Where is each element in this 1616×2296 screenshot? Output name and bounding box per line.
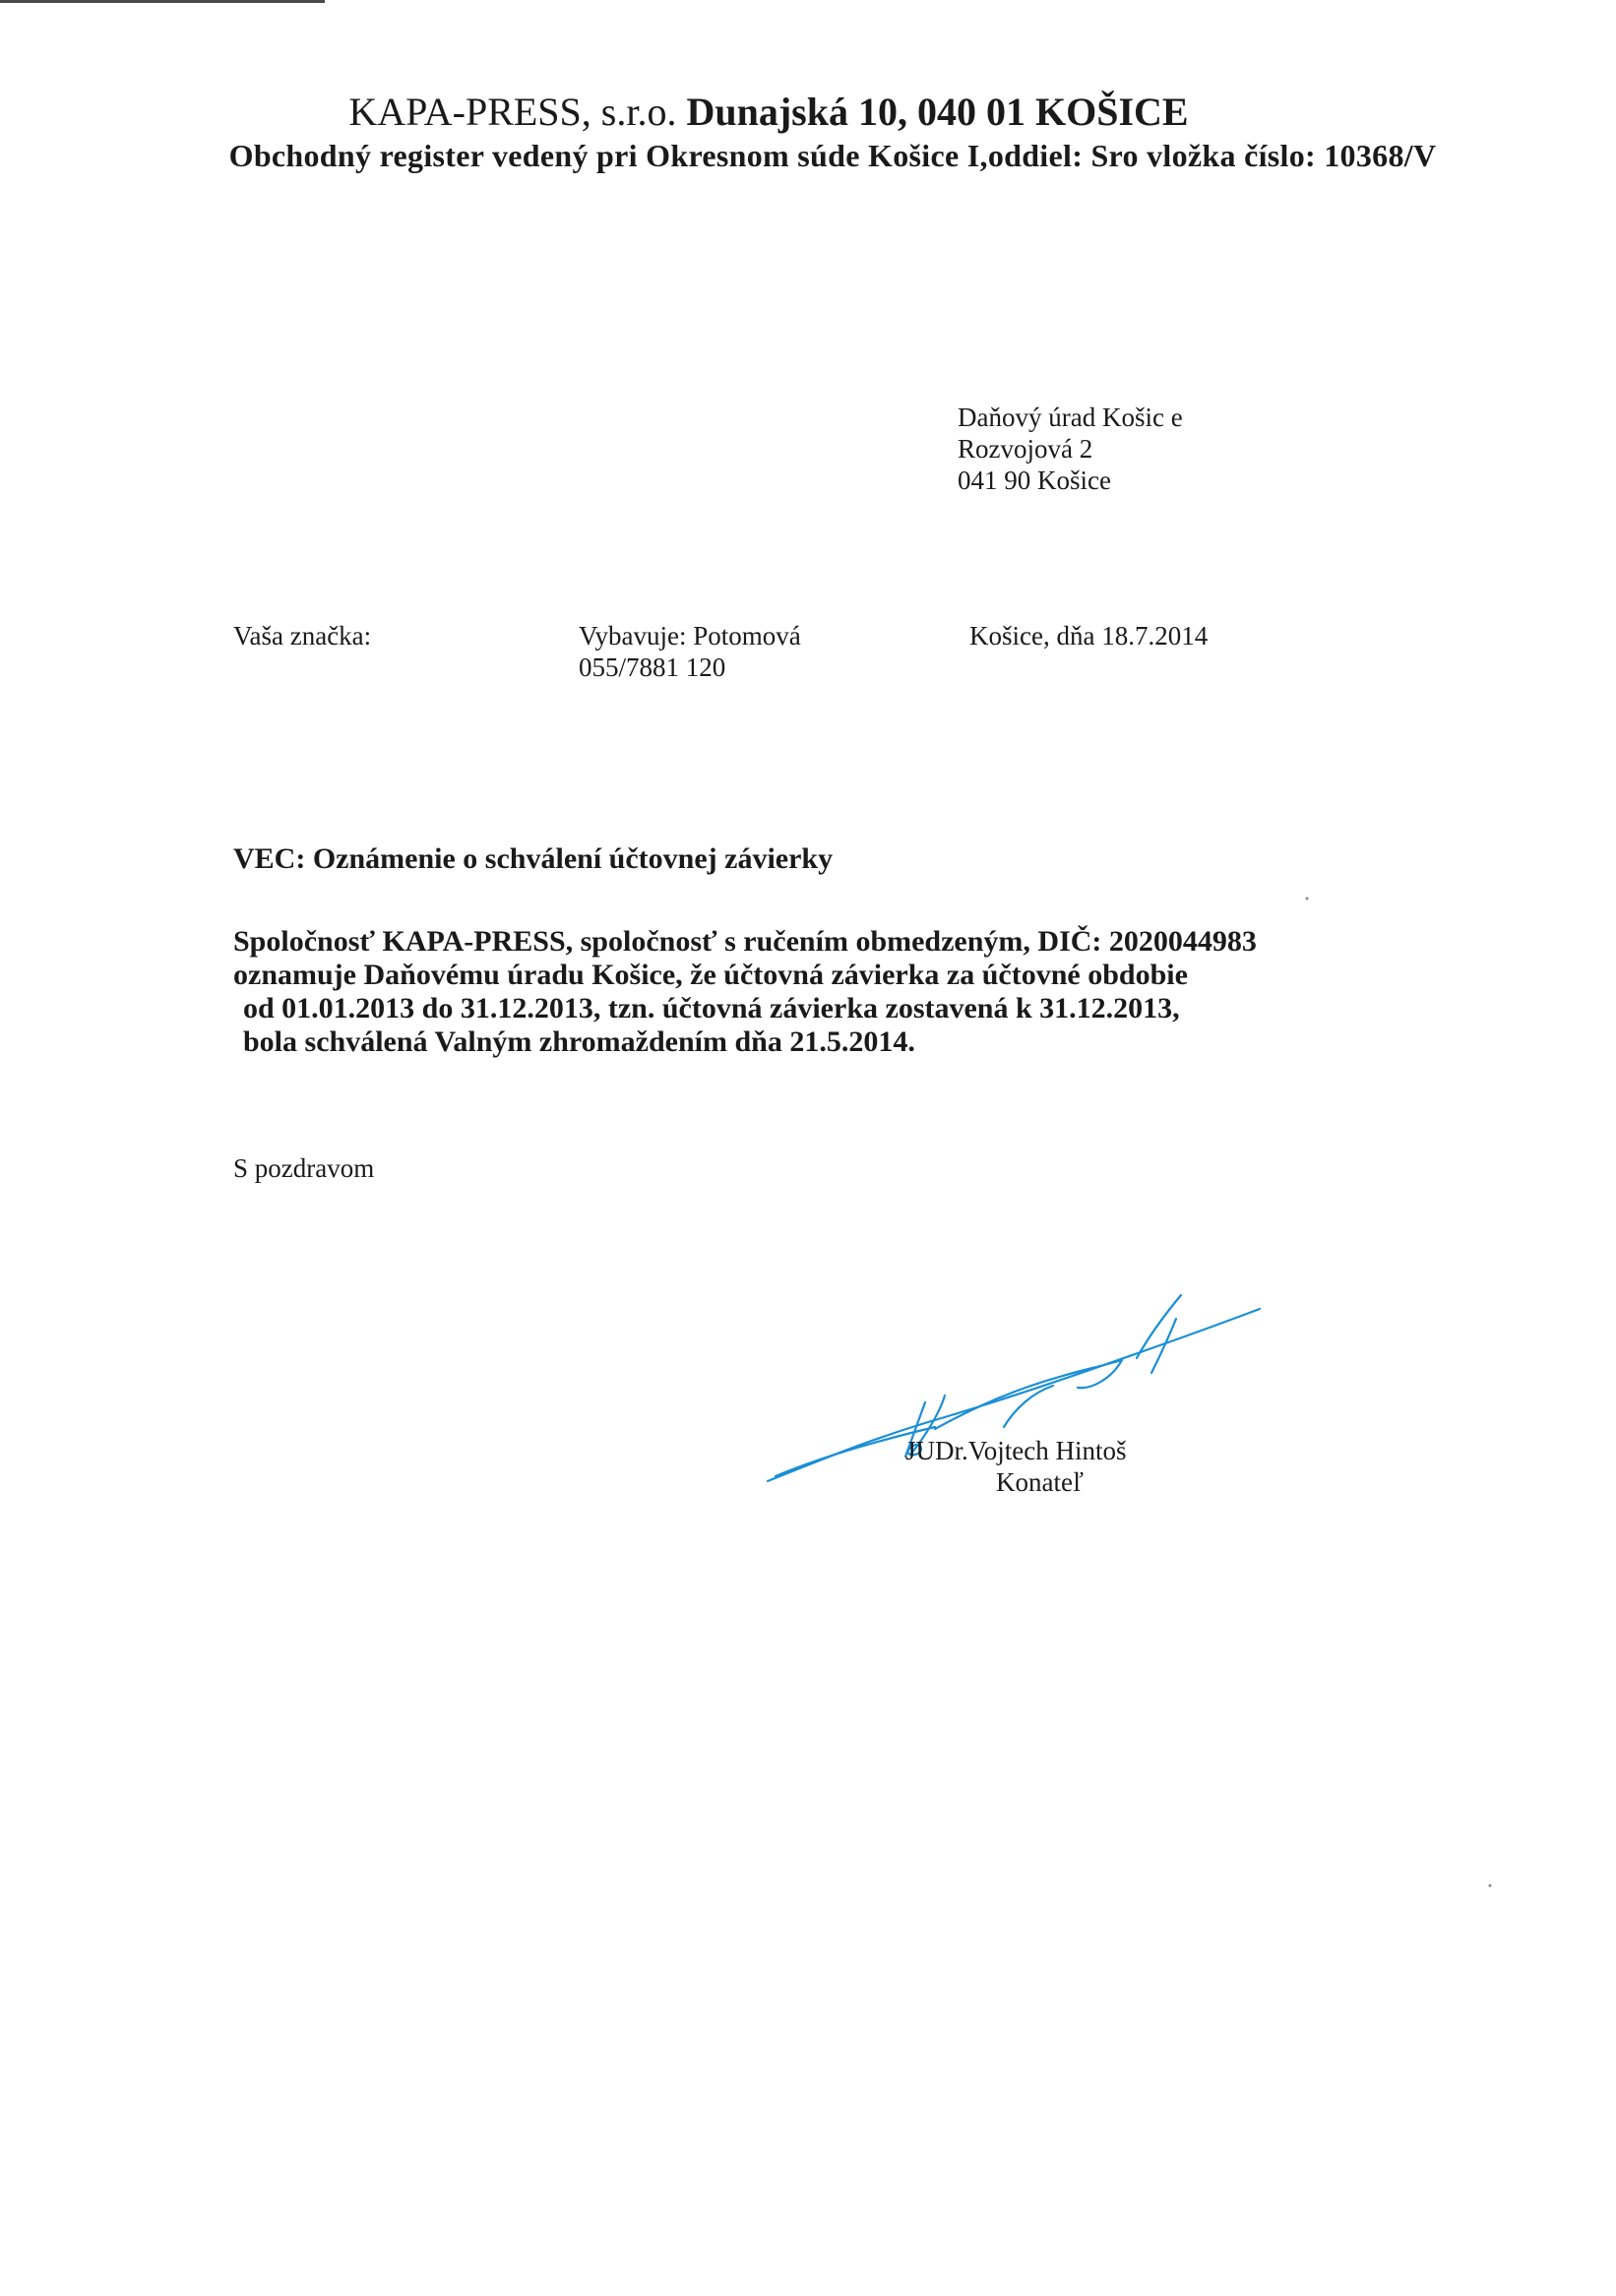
handler-phone: 055/7881 120 (579, 652, 726, 682)
registry-text: Obchodný register vedený pri Okresnom súde Košice I,oddiel: Sro vložka číslo: 10368/V (228, 138, 1437, 173)
place-and-date: Košice, dňa 18.7.2014 (969, 621, 1209, 651)
company-name: KAPA-PRESS, s.r.o. (348, 90, 677, 134)
body-line-3: od 01.01.2013 do 31.12.2013, tzn. účtovná závierka zostavená k 31.12.2013, (243, 992, 1180, 1024)
body-line-1: Spoločnosť KAPA-PRESS, spoločnosť s ručením obmedzeným, DIČ: 2020044983 (233, 925, 1257, 958)
signatory-name: JUDr.Vojtech Hintoš (905, 1436, 1127, 1465)
handled-by: Vybavuje: Potomová (579, 621, 801, 651)
your-reference-label: Vaša značka: (233, 621, 372, 651)
scan-edge (0, 0, 325, 3)
greeting: S pozdravom (233, 1153, 375, 1183)
handler-block (579, 620, 801, 683)
body-paragraph (233, 925, 1257, 1059)
speck-1 (1306, 898, 1309, 900)
company-address: Dunajská 10, 040 01 KOŠICE (686, 90, 1189, 134)
recipient-name: Daňový úrad Košic e (958, 403, 1183, 432)
letterhead-company-line (0, 89, 1616, 135)
subject-line: VEC: Oznámenie o schválení účtovnej závierky (233, 842, 834, 875)
recipient-address (958, 402, 1183, 496)
signatory-block (905, 1435, 1127, 1498)
letterhead-registry-line (0, 138, 1616, 174)
body-line-2: oznamuje Daňovému úradu Košice, že účtovná závierka za účtovné obdobie (233, 959, 1188, 991)
speck-2 (1489, 1885, 1492, 1888)
body-line-4: bola schválená Valným zhromaždením dňa 21.5.2014. (243, 1025, 915, 1058)
recipient-city: 041 90 Košice (958, 465, 1111, 495)
recipient-street: Rozvojová 2 (958, 434, 1093, 464)
signatory-role: Konateľ (996, 1467, 1084, 1497)
